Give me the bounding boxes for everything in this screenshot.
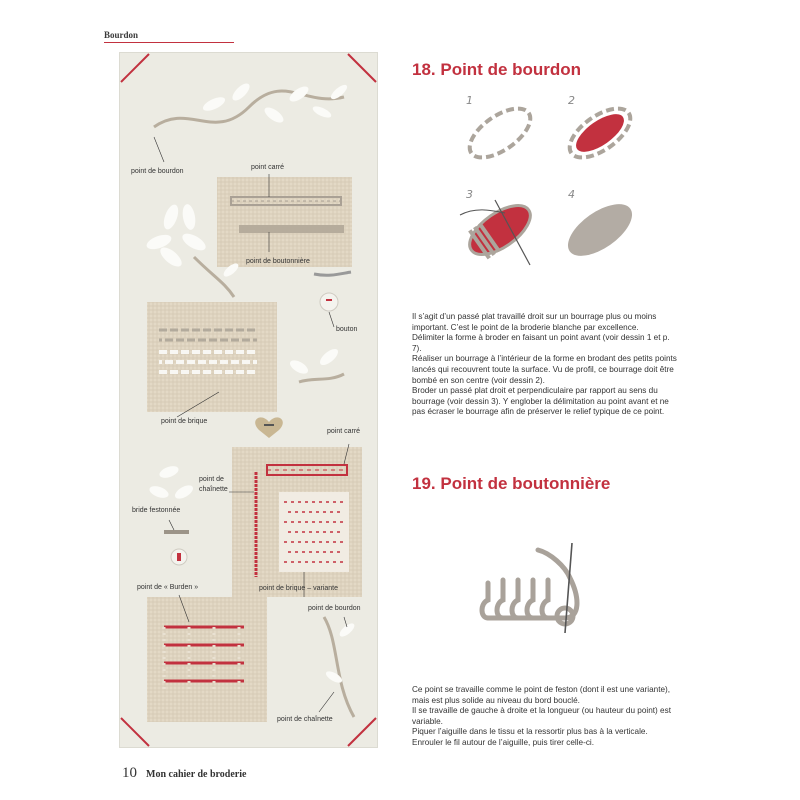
- button-motif-2: [171, 549, 187, 565]
- swatch-point-burden: [147, 597, 267, 722]
- label-point-bourdon-bottom: point de bourdon: [308, 605, 361, 612]
- step1-outline: [462, 99, 539, 167]
- boutonniere-diagram: [470, 538, 610, 648]
- label-bride-festonnee: bride festonnée: [132, 507, 181, 514]
- diagram-number-1: 1: [466, 94, 473, 107]
- paragraph: Il se travaille de gauche à droite et la longueur (ou hauteur du point) est variable.: [412, 706, 671, 726]
- section-18-text: [412, 312, 680, 418]
- step4-finished: [559, 194, 635, 266]
- section-19-title: 19. Point de boutonnière: [412, 474, 611, 493]
- swatch-point-brique: [147, 302, 277, 412]
- label-bouton: bouton: [336, 326, 358, 333]
- heart-button-motif: [255, 417, 283, 438]
- running-header: Bourdon: [104, 30, 139, 40]
- leaves-right: [288, 346, 341, 376]
- step2-filling: [562, 99, 635, 167]
- paragraph: Réaliser un bourrage à l’intérieur de la forme en brodant des petits points lancés qui recouvrent toute la surface. Vu de profil, ce bourrage doit être bombé en son centre (voir dessin 2).: [412, 354, 677, 385]
- label-point-chainette-bottom: point de chaînette: [277, 716, 333, 723]
- button-motif: [320, 293, 338, 311]
- stem-motif-bottom: [324, 617, 356, 717]
- header-rule: [104, 42, 234, 43]
- step3-satin: [460, 196, 538, 265]
- label-point-carre-top: point carré: [251, 164, 285, 171]
- paragraph: Délimiter la forme à broder en faisant un point avant (voir dessin 1 et p. 7).: [412, 333, 670, 353]
- swatch-point-carre: [217, 177, 352, 267]
- paragraph: Ce point se travaille comme le point de feston (dont il est une variante), mais est plus solide au niveau du bord bouclé.: [412, 685, 671, 705]
- paragraph: Broder un passé plat droit et perpendiculaire par rapport au sens du bourrage (voir dessin 3). Y englober la délimitation au point avant et ne pas écraser le bourrage afin de préserver le relief typique de ce point.: [412, 386, 669, 417]
- bourdon-steps-svg: [455, 95, 635, 275]
- diagram-number-2: 2: [568, 94, 575, 107]
- swatch-point-carre-chainette: [232, 447, 362, 597]
- vine-motif-top: [154, 81, 349, 127]
- label-point-chainette-mid: point de chaînette: [199, 476, 228, 493]
- paragraph: Piquer l’aiguille dans le tissu et la ressortir plus bas à la verticale. Enrouler le fil autour de l’aiguille, puis tirer celle-ci.: [412, 727, 648, 747]
- sampler-illustration: [119, 52, 378, 748]
- section-18-title: 18. Point de bourdon: [412, 60, 582, 79]
- paragraph: Il s’agit d’un passé plat travaillé droit sur un bourrage plus ou moins important. C’est le point de la broderie blanche par excellence.: [412, 312, 657, 332]
- label-point-burden: point de « Burden »: [137, 584, 199, 591]
- label-point-brique-variante: point de brique – variante: [259, 585, 338, 592]
- book-title: Mon cahier de broderie: [146, 769, 247, 780]
- diagram-number-4: 4: [568, 188, 575, 201]
- label-point-brique: point de brique: [161, 418, 208, 425]
- leaves-left: [148, 464, 195, 501]
- diagram-number-3: 3: [466, 188, 473, 201]
- label-point-carre-mid: point carré: [327, 428, 361, 435]
- section-19-text: [412, 685, 680, 749]
- label-point-bourdon-top: point de bourdon: [131, 168, 184, 175]
- embroidery-sampler-photo: [119, 52, 378, 748]
- page-number: 10: [122, 765, 137, 781]
- label-point-boutonniere: point de boutonnière: [246, 258, 310, 265]
